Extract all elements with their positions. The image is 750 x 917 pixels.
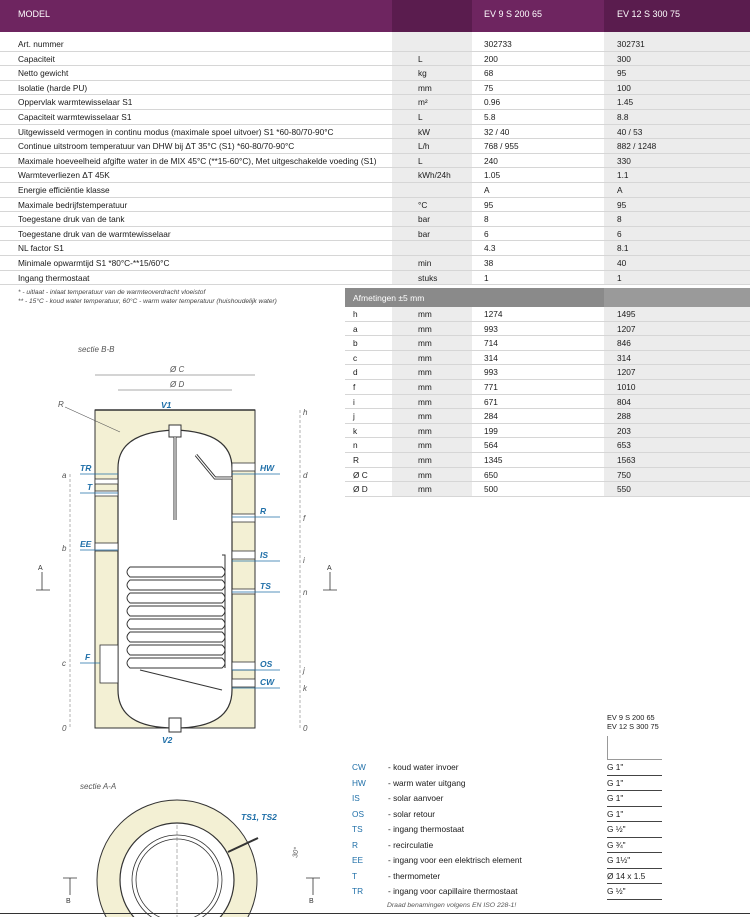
dim-d-label: d <box>303 471 308 480</box>
spec-label: Capaciteit warmtewisselaar S1 <box>18 112 132 122</box>
label-ee: EE <box>80 539 92 549</box>
dimension-unit: mm <box>418 425 432 436</box>
bottom-rule <box>0 913 750 914</box>
spec-row <box>0 212 750 227</box>
spec-value-a: 240 <box>484 155 498 166</box>
dia-c-label: Ø C <box>170 365 185 374</box>
dimension-unit: mm <box>418 382 432 392</box>
dimensions-title: Afmetingen ±5 mm <box>353 293 425 303</box>
dim-a-label: a <box>62 471 67 480</box>
dimension-key: d <box>353 367 358 378</box>
spec-value-b: 40 / 53 <box>617 126 643 137</box>
spec-value-a: 95 <box>484 199 494 210</box>
connection-row <box>352 838 672 854</box>
spec-value-a: A <box>484 185 490 195</box>
spec-row <box>0 183 750 198</box>
spec-value-b: 8.8 <box>617 112 629 122</box>
connection-code: EE <box>352 855 364 865</box>
dimension-value-a: 314 <box>484 352 498 363</box>
dimension-unit: mm <box>418 309 432 319</box>
dimension-key: j <box>353 411 355 422</box>
label-f: F <box>85 652 91 662</box>
spec-value-b: 95 <box>617 68 627 79</box>
spec-row <box>0 198 750 213</box>
dimension-value-a: 714 <box>484 338 498 349</box>
connection-description: - solar retour <box>388 808 436 819</box>
spec-row <box>0 271 750 286</box>
spec-value-b: 1.45 <box>617 97 634 108</box>
dimension-row <box>345 365 750 380</box>
spec-row <box>0 81 750 96</box>
footnote-1: * - uitlaat - inlaat temperatuur van de warmteoverdracht vloeistof <box>18 289 206 296</box>
dimension-unit: mm <box>418 367 432 378</box>
dimension-row <box>345 395 750 410</box>
spec-unit: kWh/24h <box>418 170 451 181</box>
spec-value-a: 32 / 40 <box>484 126 510 137</box>
spec-value-a: 200 <box>484 53 498 64</box>
spec-unit: L <box>418 155 423 166</box>
dim-b-label: b <box>62 544 67 553</box>
spec-label: Art. nummer <box>18 39 64 49</box>
spec-value-a: 768 / 955 <box>484 141 519 152</box>
spec-label: NL factor S1 <box>18 243 64 254</box>
dimension-key: k <box>353 425 358 436</box>
dimension-key: R <box>353 455 359 465</box>
spec-row <box>0 139 750 154</box>
spec-label: Capaciteit <box>18 53 55 64</box>
connection-code: R <box>352 839 358 850</box>
dimension-key: a <box>353 323 358 334</box>
dim-j-label: j <box>303 666 305 675</box>
dimension-value-a: 993 <box>484 367 498 378</box>
dimension-value-a: 993 <box>484 323 498 334</box>
dim-h-label: h <box>303 408 308 417</box>
dimension-row <box>345 482 750 497</box>
connection-row <box>352 807 672 823</box>
dimension-unit: mm <box>418 484 432 495</box>
spec-unit: stuks <box>418 272 438 283</box>
dimension-key: Ø D <box>353 484 368 495</box>
model-b-header: EV 12 S 300 75 <box>617 9 681 19</box>
connections-header-box <box>607 736 662 760</box>
spec-unit: L/h <box>418 141 430 152</box>
dimension-value-a: 650 <box>484 469 498 480</box>
dimension-key: c <box>353 352 358 363</box>
spec-row <box>0 125 750 140</box>
label-ts1-ts2: TS1, TS2 <box>241 812 277 822</box>
zero-right: 0 <box>303 724 308 733</box>
connection-row <box>352 791 672 807</box>
spec-row <box>0 52 750 67</box>
connection-thread: G ½" <box>607 886 626 896</box>
connection-row <box>352 760 672 776</box>
tank-drawing <box>0 330 345 917</box>
dimension-row <box>345 468 750 483</box>
spec-value-b: 302731 <box>617 39 645 49</box>
connection-code: TS <box>352 824 363 834</box>
dimension-row <box>345 351 750 366</box>
spec-value-b: 1 <box>617 272 622 283</box>
dimension-value-a: 500 <box>484 484 498 495</box>
label-cw: CW <box>260 677 275 687</box>
dim-n-label: n <box>303 588 308 597</box>
spec-value-b: 100 <box>617 82 631 93</box>
connection-thread: G 1" <box>607 793 624 803</box>
dimension-row <box>345 453 750 468</box>
spec-unit: min <box>418 258 432 268</box>
dimension-value-b: 750 <box>617 469 631 480</box>
spec-unit: m² <box>418 97 428 108</box>
spec-row <box>0 66 750 81</box>
spec-value-a: 6 <box>484 228 489 239</box>
connection-code: CW <box>352 762 366 772</box>
spec-unit: kg <box>418 68 427 79</box>
zero-left: 0 <box>62 724 67 733</box>
spec-value-b: 882 / 1248 <box>617 141 657 152</box>
connection-code: TR <box>352 886 364 896</box>
dimension-value-a: 671 <box>484 396 498 407</box>
spec-value-a: 1.05 <box>484 170 501 181</box>
dimension-key: n <box>353 440 358 451</box>
dimension-value-b: 846 <box>617 338 631 349</box>
dim-k-label: k <box>303 684 307 693</box>
connection-thread: G 1" <box>607 762 624 772</box>
dimension-value-b: 1563 <box>617 455 636 465</box>
spec-value-a: 68 <box>484 68 494 79</box>
spec-value-b: 330 <box>617 155 631 166</box>
connection-description: - ingang thermostaat <box>388 824 465 834</box>
label-os: OS <box>260 659 273 669</box>
dim-c-label: c <box>62 659 66 668</box>
spec-value-b: 6 <box>617 228 622 239</box>
section-aa-title: sectie A-A <box>80 782 117 791</box>
spec-unit: bar <box>418 228 430 239</box>
connection-description: - koud water invoer <box>388 762 459 772</box>
spec-label: Energie efficiëntie klasse <box>18 185 110 195</box>
dimension-row <box>345 322 750 337</box>
dimension-unit: mm <box>418 323 432 334</box>
label-tr: TR <box>80 463 92 473</box>
dimension-value-b: 1207 <box>617 323 636 334</box>
dimension-key: i <box>353 396 355 407</box>
label-r: R <box>260 506 267 516</box>
connection-thread: G ½" <box>607 824 626 834</box>
connection-row <box>352 822 672 838</box>
dimension-row <box>345 307 750 322</box>
spec-row <box>0 256 750 271</box>
dimension-unit: mm <box>418 352 432 363</box>
label-t: T <box>87 482 93 492</box>
header-shade-a <box>392 0 472 32</box>
spec-value-a: 8 <box>484 214 489 225</box>
label-is: IS <box>260 550 269 560</box>
dimension-key: Ø C <box>353 469 368 480</box>
arrow-b-left: B <box>66 898 71 905</box>
footnotes <box>18 288 277 306</box>
connection-description: - thermometer <box>388 870 441 881</box>
spec-label: Maximale hoeveelheid afgifte water in de MIX 45°C (**15-60°C), Met uitgeschakelde voeding (S1) <box>18 155 377 166</box>
spec-unit: L <box>418 112 423 122</box>
connection-row <box>352 776 672 792</box>
connection-code: T <box>352 870 358 881</box>
label-hw: HW <box>260 463 275 473</box>
dimension-value-a: 771 <box>484 382 498 392</box>
connection-thread: G ¾" <box>607 839 626 850</box>
spec-unit: mm <box>418 82 432 93</box>
spec-unit: kW <box>418 126 430 137</box>
spec-label: Toegestane druk van de warmtewisselaar <box>18 228 171 239</box>
spec-label: Uitgewisseld vermogen in continu modus (maximale spoel uitvoer) S1 *60-80/70-90°C <box>18 126 334 137</box>
model-a-header: EV 9 S 200 65 <box>484 9 543 19</box>
connection-row <box>352 884 672 900</box>
label-angle: 30° <box>292 846 301 859</box>
dim-i-label: i <box>303 556 305 565</box>
spec-label: Continue uitstroom temperatuur van DHW bij ΔT 35°C (S1) *60-80/70-90°C <box>18 141 295 152</box>
connection-code: OS <box>352 808 364 819</box>
spec-value-b: 40 <box>617 258 627 268</box>
spec-value-a: 5.8 <box>484 112 496 122</box>
spec-value-a: 75 <box>484 82 494 93</box>
dimension-unit: mm <box>418 440 432 451</box>
dimension-value-b: 314 <box>617 352 631 363</box>
model-label: MODEL <box>18 9 51 19</box>
dimension-key: f <box>353 382 356 392</box>
dimension-value-b: 1207 <box>617 367 636 378</box>
spec-value-a: 38 <box>484 258 494 268</box>
connection-description: - ingang voor een elektrisch element <box>388 855 522 865</box>
spec-row <box>0 168 750 183</box>
thread-footnote: Draad benamingen volgens EN ISO 228-1! <box>387 902 517 909</box>
section-bb-title: sectie B-B <box>78 345 115 354</box>
label-r-radius: R <box>58 400 64 409</box>
label-v1: V1 <box>161 400 172 410</box>
spec-row <box>0 37 750 52</box>
arrow-a-right: A <box>327 565 332 572</box>
spec-value-a: 0.96 <box>484 97 501 108</box>
dimension-row <box>345 409 750 424</box>
dimension-row <box>345 336 750 351</box>
spec-value-b: 300 <box>617 53 631 64</box>
connection-description: - solar aanvoer <box>388 793 444 803</box>
connections-model-b: EV 12 S 300 75 <box>607 722 659 731</box>
spec-label: Warmteverliezen ΔT 45K <box>18 170 110 181</box>
spec-row <box>0 110 750 125</box>
dimension-value-a: 199 <box>484 425 498 436</box>
spec-label: Oppervlak warmtewisselaar S1 <box>18 97 133 108</box>
dimension-value-b: 804 <box>617 396 631 407</box>
connection-code: HW <box>352 777 366 788</box>
footnote-2: ** - 15°C - koud water temperatuur, 60°C - warm water temperatuur (huishoudelijk water) <box>18 298 277 305</box>
dimension-key: h <box>353 309 358 319</box>
dimension-unit: mm <box>418 396 432 407</box>
dimension-value-b: 1495 <box>617 309 636 319</box>
dia-d-label: Ø D <box>170 380 185 389</box>
arrow-b-right: B <box>309 898 314 905</box>
dimension-row <box>345 438 750 453</box>
spec-label: Netto gewicht <box>18 68 69 79</box>
label-v2: V2 <box>162 735 173 745</box>
spec-label: Minimale opwarmtijd S1 *80°C-**15/60°C <box>18 258 170 268</box>
spec-label: Isolatie (harde PU) <box>18 82 88 93</box>
dimension-value-b: 1010 <box>617 382 636 392</box>
connection-thread: Ø 14 x 1.5 <box>607 870 646 881</box>
spec-label: Toegestane druk van de tank <box>18 214 125 225</box>
connection-thread: G 1" <box>607 808 624 819</box>
spec-label: Maximale bedrijfstemperatuur <box>18 199 128 210</box>
dimension-row <box>345 380 750 395</box>
spec-value-a: 302733 <box>484 39 512 49</box>
dimension-unit: mm <box>418 469 432 480</box>
arrow-a-left: A <box>38 565 43 572</box>
connections-header <box>607 713 659 731</box>
connection-description: - ingang voor capillaire thermostaat <box>388 886 518 896</box>
dimension-value-b: 550 <box>617 484 631 495</box>
connections-model-a: EV 9 S 200 65 <box>607 713 655 722</box>
spec-value-a: 1 <box>484 272 489 283</box>
spec-value-b: A <box>617 185 623 195</box>
connection-code: IS <box>352 793 360 803</box>
connection-row <box>352 853 672 869</box>
spec-unit: bar <box>418 214 430 225</box>
dimension-value-b: 203 <box>617 425 631 436</box>
spec-label: Ingang thermostaat <box>18 272 90 283</box>
spec-unit: °C <box>418 199 428 210</box>
spec-row <box>0 241 750 256</box>
spec-value-b: 8 <box>617 214 622 225</box>
dimension-value-a: 284 <box>484 411 498 422</box>
spec-table-header <box>0 0 750 32</box>
spec-value-b: 8.1 <box>617 243 629 254</box>
dimension-row <box>345 424 750 439</box>
spec-unit: L <box>418 53 423 64</box>
label-ts: TS <box>260 581 271 591</box>
spec-value-b: 1.1 <box>617 170 629 181</box>
dimension-value-a: 1345 <box>484 455 503 465</box>
spec-row <box>0 95 750 110</box>
dimension-key: b <box>353 338 358 349</box>
dim-f-label: f <box>303 514 306 523</box>
dimensions-header-shade <box>604 288 750 307</box>
connection-thread: G 1½" <box>607 855 631 865</box>
dimension-value-b: 288 <box>617 411 631 422</box>
spec-row <box>0 227 750 242</box>
connection-description: - warm water uitgang <box>388 777 466 788</box>
spec-row <box>0 154 750 169</box>
dimension-unit: mm <box>418 411 432 422</box>
dimension-unit: mm <box>418 338 432 349</box>
dimension-value-a: 564 <box>484 440 498 451</box>
connection-description: - recirculatie <box>388 839 434 850</box>
dimension-unit: mm <box>418 455 432 465</box>
connection-row <box>352 869 672 885</box>
connection-thread: G 1" <box>607 777 624 788</box>
dimension-value-a: 1274 <box>484 309 503 319</box>
dimension-value-b: 653 <box>617 440 631 451</box>
spec-value-a: 4.3 <box>484 243 496 254</box>
spec-value-b: 95 <box>617 199 627 210</box>
